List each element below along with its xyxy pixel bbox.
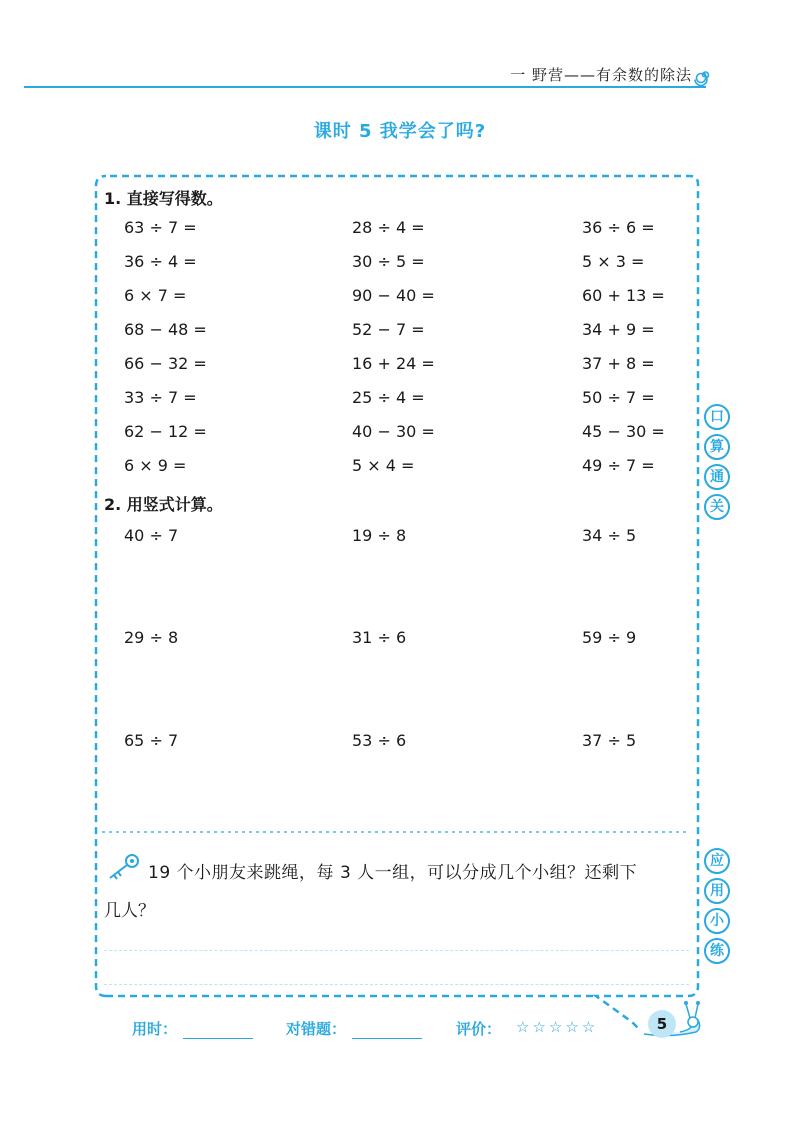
vertical-problem: 53 ÷ 6 <box>352 731 407 750</box>
oral-problem: 25 ÷ 4 = <box>352 388 425 407</box>
side-tab-char: 通 <box>704 464 730 490</box>
oral-problem: 5 × 3 = <box>582 252 645 271</box>
side-tab-char: 用 <box>704 878 730 904</box>
errors-label: 对错题： <box>286 1020 347 1038</box>
oral-problem: 63 ÷ 7 = <box>124 218 197 237</box>
side-tab-char: 应 <box>704 848 730 874</box>
oral-problem: 60 + 13 = <box>582 286 665 305</box>
section1-title: 1. 直接写得数。 <box>104 189 223 208</box>
oral-problem: 36 ÷ 6 = <box>582 218 655 237</box>
oral-problem: 68 − 48 = <box>124 320 207 339</box>
oral-problem: 5 × 4 = <box>352 456 415 475</box>
vertical-problem: 34 ÷ 5 <box>582 526 637 545</box>
side-tab-char: 关 <box>704 494 730 520</box>
vertical-problem: 19 ÷ 8 <box>352 526 407 545</box>
oral-problem: 6 × 9 = <box>124 456 187 475</box>
vertical-problem: 29 ÷ 8 <box>124 628 179 647</box>
time-blank[interactable] <box>183 1024 253 1039</box>
rating-label: 评价： <box>456 1020 502 1038</box>
oral-problem: 36 ÷ 4 = <box>124 252 197 271</box>
oral-problem: 66 − 32 = <box>124 354 207 373</box>
section2-title: 2. 用竖式计算。 <box>104 495 223 514</box>
errors-field <box>286 1018 422 1039</box>
oral-problem: 62 − 12 = <box>124 422 207 441</box>
page-number: 5 <box>648 1010 676 1038</box>
oral-problem: 34 + 9 = <box>582 320 655 339</box>
oral-problem: 16 + 24 = <box>352 354 435 373</box>
key-icon <box>104 852 142 884</box>
oral-problem: 49 ÷ 7 = <box>582 456 655 475</box>
word-problem-text: 19 个小朋友来跳绳，每 3 人一组，可以分成几个小组？还剩下 <box>148 863 638 883</box>
errors-blank[interactable] <box>352 1024 422 1039</box>
answer-line <box>104 984 689 985</box>
vertical-problem: 31 ÷ 6 <box>352 628 407 647</box>
vertical-problem: 65 ÷ 7 <box>124 731 179 750</box>
side-tab-char: 小 <box>704 908 730 934</box>
word-problem-text-cont: 几人？ <box>104 901 155 921</box>
vertical-problem: 59 ÷ 9 <box>582 628 637 647</box>
oral-problem: 40 − 30 = <box>352 422 435 441</box>
lesson-title: 课时 5 我学会了吗? <box>313 121 487 142</box>
side-tab-char: 练 <box>704 938 730 964</box>
oral-problem: 33 ÷ 7 = <box>124 388 197 407</box>
vertical-problem: 40 ÷ 7 <box>124 526 179 545</box>
oral-problem: 28 ÷ 4 = <box>352 218 425 237</box>
time-field <box>132 1018 253 1039</box>
chapter-header: 一 野营——有余数的除法 <box>510 66 692 84</box>
oral-problem: 30 ÷ 5 = <box>352 252 425 271</box>
oral-problem: 45 − 30 = <box>582 422 665 441</box>
time-label: 用时： <box>132 1020 178 1038</box>
side-tab-char: 算 <box>704 434 730 460</box>
rating-stars[interactable]: ☆☆☆☆☆ <box>516 1018 599 1036</box>
oral-problem: 6 × 7 = <box>124 286 187 305</box>
oral-problem: 52 − 7 = <box>352 320 425 339</box>
oral-problem: 90 − 40 = <box>352 286 435 305</box>
answer-line <box>104 950 689 951</box>
vertical-problem: 37 ÷ 5 <box>582 731 637 750</box>
oral-problem: 50 ÷ 7 = <box>582 388 655 407</box>
oral-problem: 37 + 8 = <box>582 354 655 373</box>
side-tab-char: 口 <box>704 404 730 430</box>
